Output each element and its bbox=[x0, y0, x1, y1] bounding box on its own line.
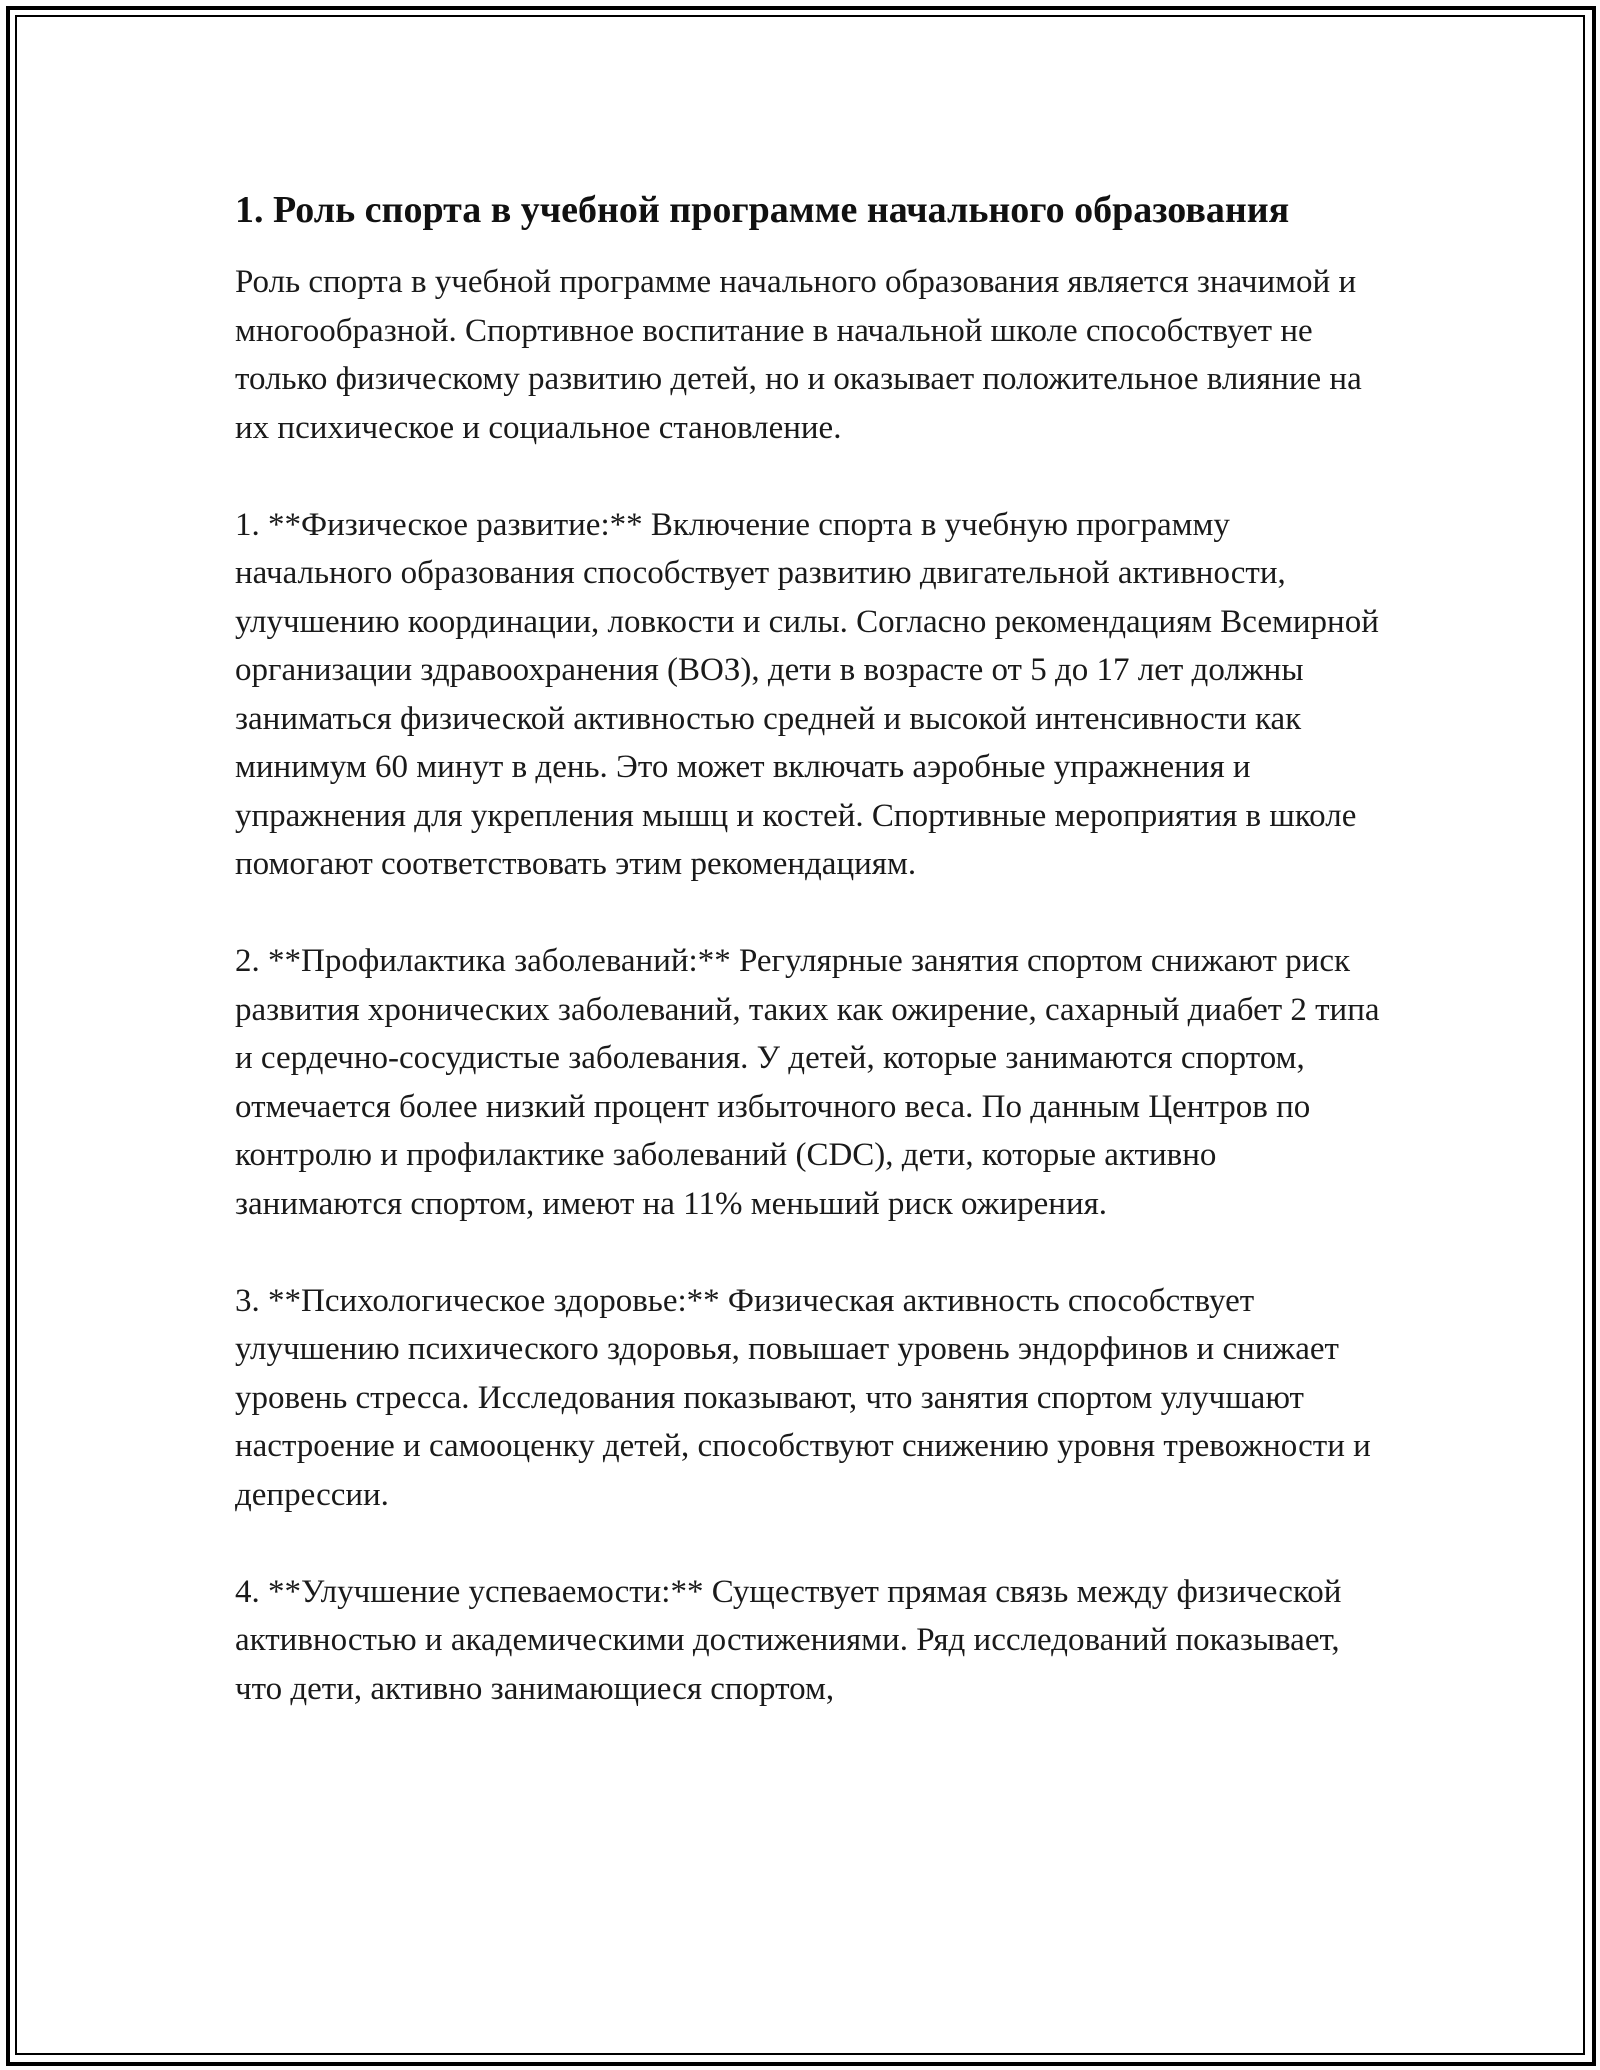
paragraph-physical-development: 1. **Физическое развитие:** Включение спорта в учебную программу начального образования способствует развитию двигательной активности, улучшению координации, ловкости и силы. Согласно рекомендациям Всемирной организации здравоохранения (ВОЗ), дети в возрасте от 5 до 17 лет должны заниматься физической активностью средней и высокой интенсивности как минимум 60 минут в день. Это может включать аэробные упражнения и упражнения для укрепления мышц и костей. Спортивные мероприятия в школе помогают соответствовать этим рекомендациям. bbox=[235, 506, 1379, 882]
document-body bbox=[235, 183, 1380, 1762]
paragraph-psychological-health: 3. **Психологическое здоровье:** Физическая активность способствует улучшению психического здоровья, повышает уровень эндорфинов и снижает уровень стресса. Исследования показывают, что занятия спортом улучшают настроение и самооценку детей, способствуют снижению уровня тревожности и депрессии. bbox=[235, 1282, 1371, 1513]
intro-paragraph: Роль спорта в учебной программе начального образования является значимой и многообразной. Спортивное воспитание в начальной школе способствует не только физическому развитию детей, но и оказывает положительное влияние на их психическое и социальное становление. bbox=[235, 264, 1362, 446]
paragraph-academic-performance: 4. **Улучшение успеваемости:** Существует прямая связь между физической активностью и академическими достижениями. Ряд исследований показывает, что дети, активно занимающиеся спортом, bbox=[235, 1573, 1342, 1707]
section-heading: 1. Роль спорта в учебной программе начального образования bbox=[235, 189, 1290, 231]
paragraph-disease-prevention: 2. **Профилактика заболеваний:** Регулярные занятия спортом снижают риск развития хронических заболеваний, таких как ожирение, сахарный диабет 2 типа и сердечно-сосудистые заболевания. У детей, которые занимаются спортом, отмечается более низкий процент избыточного веса. По данным Центров по контролю и профилактике заболеваний (CDC), дети, которые активно занимаются спортом, имеют на 11% меньший риск ожирения. bbox=[235, 943, 1380, 1222]
